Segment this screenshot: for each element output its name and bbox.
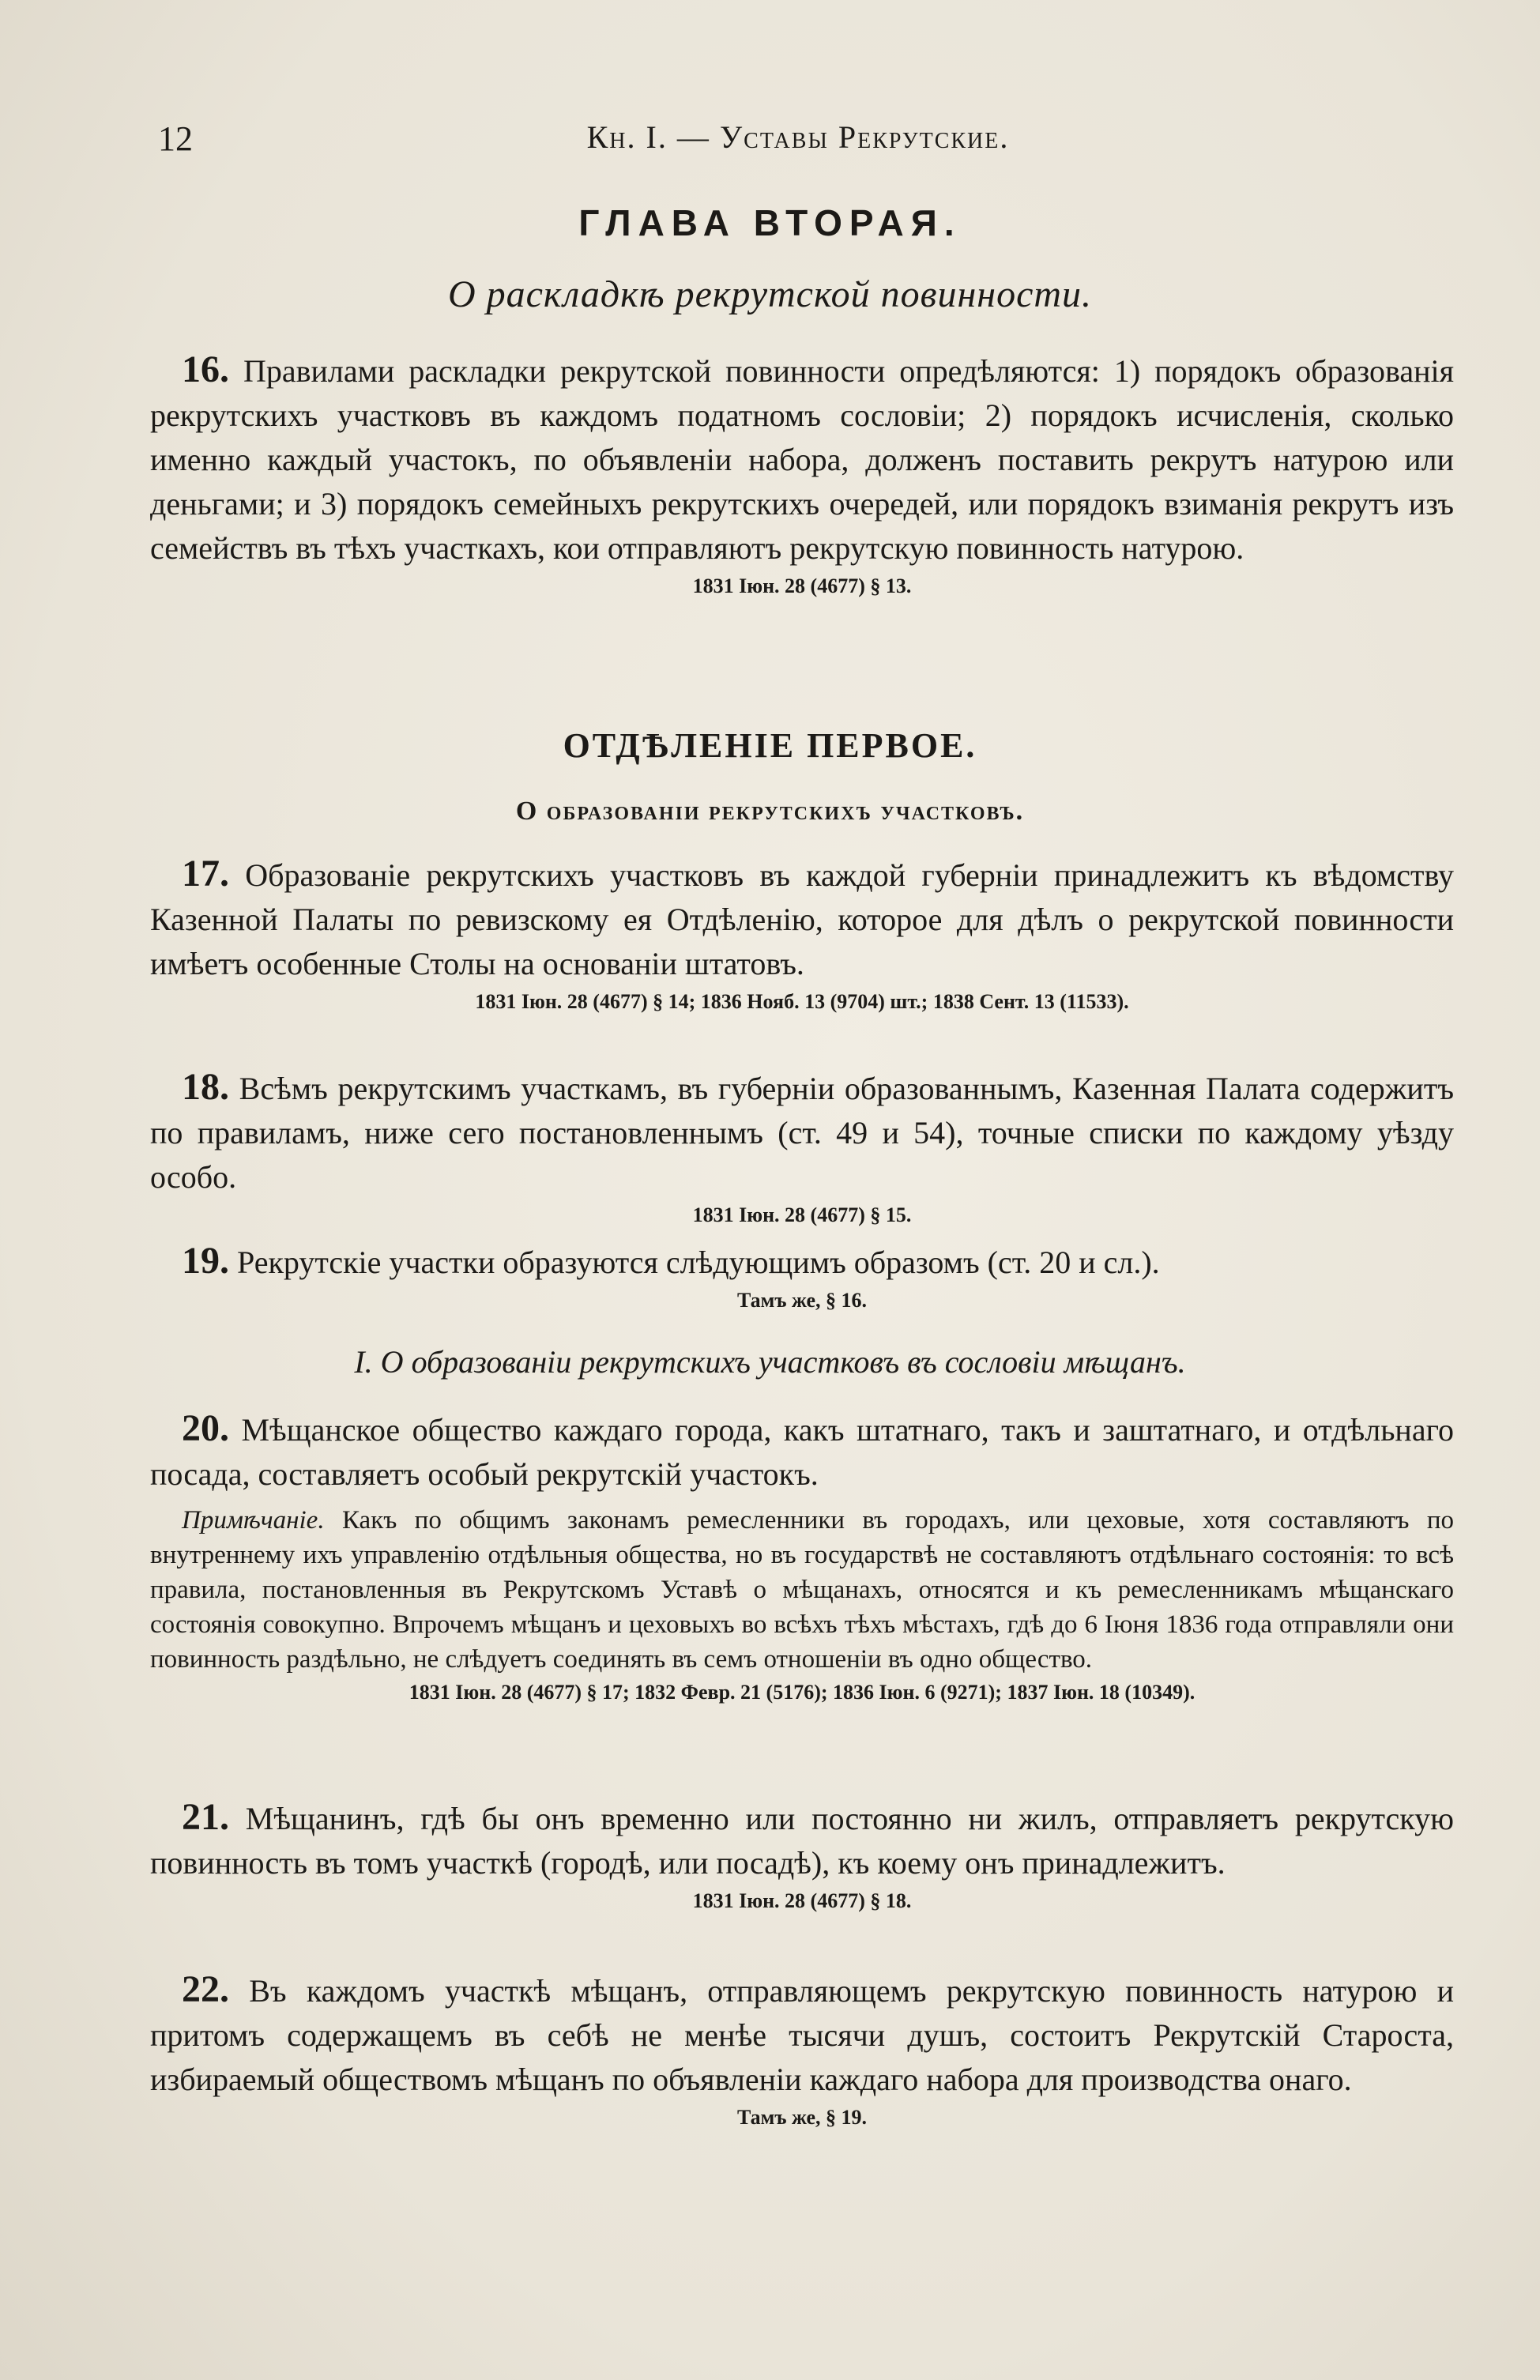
article-21 bbox=[150, 1795, 1454, 1917]
section-subtitle: О образованіи рекрутскихъ участковъ. bbox=[515, 796, 1025, 826]
section-title: ОТДѢЛЕНІЕ ПЕРВОЕ. bbox=[563, 726, 977, 765]
article-number: 19. bbox=[182, 1240, 229, 1282]
article-19 bbox=[150, 1239, 1454, 1316]
article-text: Рекрутскіе участки образуются слѣдующимъ образомъ (ст. 20 и сл.). bbox=[237, 1245, 1160, 1280]
legal-source: 1831 Іюн. 28 (4677) § 14; 1836 Нояб. 13 (9704) шт.; 1838 Сент. 13 (11533). bbox=[475, 990, 1129, 1013]
article-paragraph bbox=[150, 1407, 1454, 1497]
chapter-subtitle: О раскладкѣ рекрутской повинности. bbox=[447, 273, 1093, 315]
article-20 bbox=[150, 1407, 1454, 1708]
article-paragraph bbox=[150, 852, 1454, 986]
legal-source: Тамъ же, § 19. bbox=[736, 2106, 868, 2129]
page-number: 12 bbox=[158, 119, 193, 158]
article-22 bbox=[150, 1968, 1454, 2133]
note-label: Примѣчаніе. bbox=[182, 1506, 325, 1535]
article-paragraph bbox=[150, 348, 1454, 571]
article-number: 17. bbox=[182, 853, 229, 894]
article-number: 18. bbox=[182, 1066, 229, 1108]
article-number: 21. bbox=[182, 1796, 229, 1838]
article-text: Мѣщанское общество каждаго города, какъ штатнаго, такъ и заштатнаго, и отдѣльнаго посада, составляетъ особый рекрутскій участокъ. bbox=[150, 1412, 1455, 1492]
article-text: Всѣмъ рекрутскимъ участкамъ, въ губерніи образованнымъ, Казенная Палата содержитъ по правиламъ, ниже сего постановленнымъ (ст. 49 и 54), точные списки по каждому уѣзду особо. bbox=[150, 1071, 1455, 1195]
article-17 bbox=[150, 852, 1454, 1018]
article-number: 16. bbox=[182, 348, 229, 390]
running-head: Кн. I. — Уставы Рекрутские. bbox=[586, 119, 1010, 155]
article-paragraph bbox=[150, 1065, 1454, 1199]
article-paragraph bbox=[150, 1968, 1454, 2102]
article-18 bbox=[150, 1065, 1454, 1231]
article-number: 22. bbox=[182, 1968, 229, 2010]
legal-source: 1831 Іюн. 28 (4677) § 15. bbox=[692, 1203, 912, 1226]
legal-source: Тамъ же, § 16. bbox=[736, 1289, 868, 1312]
article-text: Мѣщанинъ, гдѣ бы онъ временно или постоянно ни жилъ, отправляетъ рекрутскую повинность въ томъ участкѣ (городѣ, или посадѣ), къ коему онъ принадлежитъ. bbox=[150, 1801, 1454, 1881]
article-text: Образованіе рекрутскихъ участковъ въ каждой губерніи принадлежитъ къ вѣдомству Казенной Палаты по ревизскому ея Отдѣленію, которое для дѣлъ о рекрутской повинности имѣетъ особенные Столы на основаніи штатовъ. bbox=[150, 857, 1455, 981]
legal-source: 1831 Іюн. 28 (4677) § 13. bbox=[692, 574, 912, 597]
article-paragraph bbox=[150, 1239, 1454, 1285]
note-paragraph bbox=[150, 1503, 1454, 1677]
chapter-title: ГЛАВА ВТОРАЯ. bbox=[578, 202, 962, 243]
article-paragraph bbox=[150, 1795, 1454, 1885]
article-16 bbox=[150, 348, 1454, 602]
subsection-title: I. О образованіи рекрутскихъ участковъ въ сословіи мѣщанъ. bbox=[354, 1344, 1186, 1380]
page-header bbox=[150, 119, 1446, 166]
legal-source: 1831 Іюн. 28 (4677) § 17; 1832 Февр. 21 (5176); 1836 Іюн. 6 (9271); 1837 Іюн. 18 (10349). bbox=[409, 1681, 1195, 1704]
article-text: Въ каждомъ участкѣ мѣщанъ, отправляющемъ рекрутскую повинность натурою и притомъ содержащемъ въ себѣ не менѣе тысячи душъ, состоитъ Рекрутскій Староста, избираемый обществомъ мѣщанъ по объявленіи каждаго набора для производства онаго. bbox=[150, 1973, 1455, 2097]
legal-source: 1831 Іюн. 28 (4677) § 18. bbox=[692, 1889, 912, 1912]
article-number: 20. bbox=[182, 1407, 229, 1449]
article-text: Правилами раскладки рекрутской повинности опредѣляются: 1) порядокъ образованія рекрутскихъ участковъ въ каждомъ податномъ сословіи; 2) порядокъ исчисленія, сколько именно каждый участокъ, по объявленіи набора, долженъ поставить рекрутъ натурою или деньгами; и 3) порядокъ семейныхъ рекрутскихъ очередей, или порядокъ взиманія рекрутъ изъ семействъ въ тѣхъ участкахъ, кои отправляютъ рекрутскую повинность натурою. bbox=[150, 353, 1454, 566]
note-text: Какъ по общимъ законамъ ремесленники въ городахъ, или цеховые, хотя составляютъ по внутреннему ихъ управленію отдѣльныя общества, но въ государствѣ не составляютъ отдѣльнаго состоянія: то всѣ правила, постановленныя въ Рекрутскомъ Уставѣ о мѣщанахъ, относятся и къ ремесленникамъ мѣщанскаго состоянія совокупно. Впрочемъ мѣщанъ и цеховыхъ во всѣхъ тѣхъ мѣстахъ, гдѣ до 6 Іюня 1836 года отправляли они повинность раздѣльно, не слѣдуетъ соединять въ семъ отношеніи въ одно общество. bbox=[150, 1506, 1455, 1674]
